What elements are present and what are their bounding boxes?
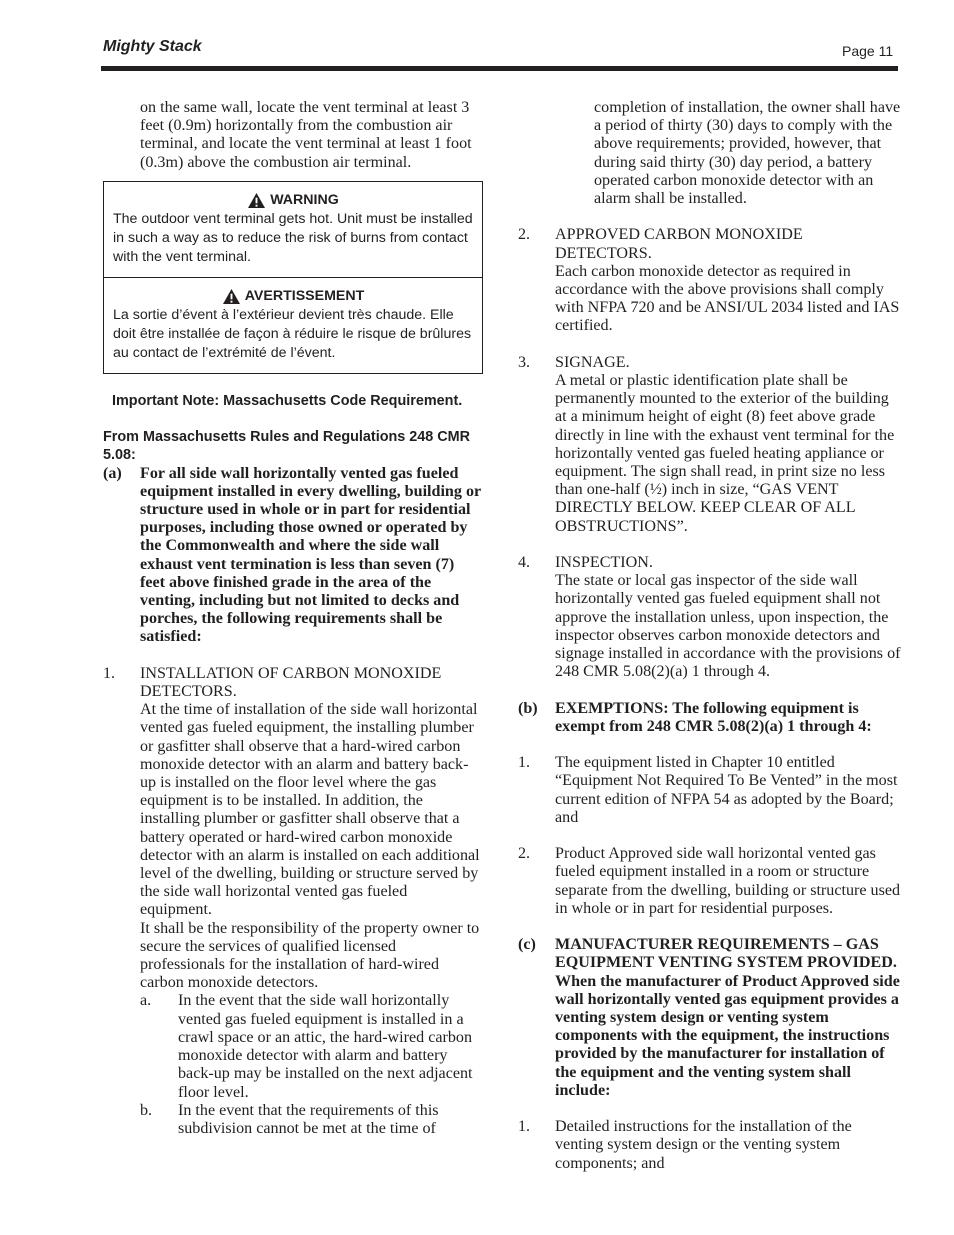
continuation-paragraph: completion of installation, the owner shall have a period of thirty (30) days to comply with the above requirements; provided, however, that during said thirty (30) day period, a battery operated carbon monoxide detector with an alarm shall be installed. [594, 99, 901, 208]
item-2-number: 2. [518, 226, 531, 244]
warning-title: WARNING [270, 191, 339, 208]
intro-paragraph: on the same wall, locate the vent terminal at least 3 feet (0.9m) horizontally from the combustion air terminal, and locate the vent terminal at least 1 foot (0.3m) above the combustion air terminal. [140, 99, 472, 171]
clause-a-label: (a) [103, 464, 122, 482]
sub-item-b-text: In the event that the requirements of this subdivision cannot be met at the time of [178, 1101, 439, 1137]
item-1-number: 1. [103, 664, 116, 682]
item-3-text: A metal or plastic identification plate shall be permanently mounted to the exterior of the building at a minimum height of eight (8) feet above grade directly in line with the exhaust vent terminal for the horizontally vented gas fueled heating appliance or equipment. The sign shall read, in print size no less than one-half (½) inch in size, “GAS VENT DIRECTLY BELOW. KEEP CLEAR OF ALL OBSTRUCTIONS”. [555, 372, 895, 535]
clause-c-label: (c) [518, 936, 536, 954]
item-2 [518, 226, 901, 335]
warning-icon [247, 192, 266, 209]
item-1-paragraph-1: At the time of installation of the side wall horizontal vented gas fueled equipment, the installing plumber or gasfitter shall observe that a hard-wired carbon monoxide detector with an alarm and battery back-up is installed on the floor level where the gas equipment is to be installed. In addition, the installing plumber or gasfitter shall observe that a battery operated or hard-wired carbon monoxide detector with an alarm is installed on each additional level of the dwelling, building or structure served by the side wall horizontal vented gas fueled equipment. [140, 701, 480, 919]
right-column [518, 99, 901, 1173]
avertissement-icon [222, 288, 241, 305]
exemption-1-number: 1. [518, 754, 531, 772]
item-2-heading: APPROVED CARBON MONOXIDE DETECTORS. [555, 226, 803, 262]
item-4-heading: INSPECTION. [555, 554, 653, 572]
item-3-heading: SIGNAGE. [555, 353, 630, 371]
avertissement-text: La sortie d’évent à l’extérieur devient très chaude. Elle doit être installée de façon à réduire le risque de brûlures au contact de l’extrémité de l’évent. [113, 306, 472, 361]
exemption-2-text: Product Approved side wall horizontal vented gas fueled equipment installed in a room or structure separate from the dwelling, building or structure used in whole or in part for residential purposes. [555, 845, 901, 917]
clause-a-text: For all side wall horizontally vented gas fueled equipment installed in every dwelling, building or structure used in whole or in part for residential purposes, including those owned or operated by the Commonwealth and where the side wall exhaust vent termination is less than seven (7) feet above finished grade in the area of the venting, including but not limited to decks and porches, the following requirements shall be satisfied: [140, 464, 481, 646]
item-1-paragraph-2: It shall be the responsibility of the property owner to secure the services of qualified licensed professionals for the installation of hard-wired carbon monoxide detectors. [140, 919, 480, 992]
item-4 [518, 554, 901, 681]
exemption-1-text: The equipment listed in Chapter 10 entitled “Equipment Not Required To Be Vented” in the most current edition of NFPA 54 as adopted by the Board; and [555, 754, 898, 826]
document-title: Mighty Stack [103, 38, 202, 55]
item-1 [103, 665, 483, 993]
item-2-text: Each carbon monoxide detector as required in accordance with the above provisions shall comply with NFPA 720 and be ANSI/UL 2034 listed and IAS certified. [555, 262, 900, 335]
item-3 [518, 354, 901, 536]
header-rule [101, 66, 898, 71]
exemption-1 [518, 754, 901, 827]
item-3-number: 3. [518, 353, 531, 371]
sub-item-a-text: In the event that the side wall horizontally vented gas fueled equipment is installed in a crawl space or an attic, the hard-wired carbon monoxide detector with alarm and battery back-up may be installed on the next adjacent floor level. [178, 992, 473, 1101]
exemption-2-number: 2. [518, 845, 531, 863]
item-1-heading: INSTALLATION OF CARBON MONOXIDE DETECTORS. [140, 664, 442, 701]
clause-b-text: EXEMPTIONS: The following equipment is exempt from 248 CMR 5.08(2)(a) 1 through 4: [555, 699, 872, 735]
rules-heading: From Massachusetts Rules and Regulations 248 CMR 5.08: [103, 429, 471, 464]
clause-b [518, 700, 901, 736]
sub-item-a-label: a. [140, 992, 152, 1010]
sub-item-b [103, 1102, 483, 1138]
item-4-number: 4. [518, 554, 531, 572]
avertissement-section [104, 277, 482, 373]
requirement-1-text: Detailed instructions for the installation of the venting system design or the venting system components; and [555, 1118, 852, 1172]
warning-box [103, 181, 483, 374]
requirement-1-number: 1. [518, 1118, 531, 1136]
warning-section [104, 182, 482, 277]
clause-c [518, 936, 901, 1100]
important-note: Important Note: Massachusetts Code Requirement. [112, 392, 463, 409]
exemption-2 [518, 845, 901, 918]
warning-text: The outdoor vent terminal gets hot. Unit must be installed in such a way as to reduce the risk of burns from contact with the vent terminal. [113, 210, 473, 265]
item-4-text: The state or local gas inspector of the side wall horizontally vented gas fueled equipment shall not approve the installation unless, upon inspection, the inspector observes carbon monoxide detectors and signage installed in accordance with the provisions of 248 CMR 5.08(2)(a) 1 through 4. [555, 572, 901, 681]
clause-b-label: (b) [518, 699, 538, 717]
left-column [103, 99, 483, 1138]
requirement-1 [518, 1118, 901, 1173]
clause-c-text: MANUFACTURER REQUIREMENTS – GAS EQUIPMENT VENTING SYSTEM PROVIDED. When the manufacturer of Product Approved side wall horizontally vented gas equipment provides a venting system design or venting system components with the equipment, the instructions provided by the manufacturer for installation of the equipment and the venting system shall include: [555, 936, 900, 1099]
sub-item-b-label: b. [140, 1101, 153, 1119]
page-number: Page 11 [842, 43, 894, 59]
avertissement-title: AVERTISSEMENT [244, 287, 365, 304]
sub-item-a [103, 992, 483, 1101]
clause-a [103, 465, 483, 647]
